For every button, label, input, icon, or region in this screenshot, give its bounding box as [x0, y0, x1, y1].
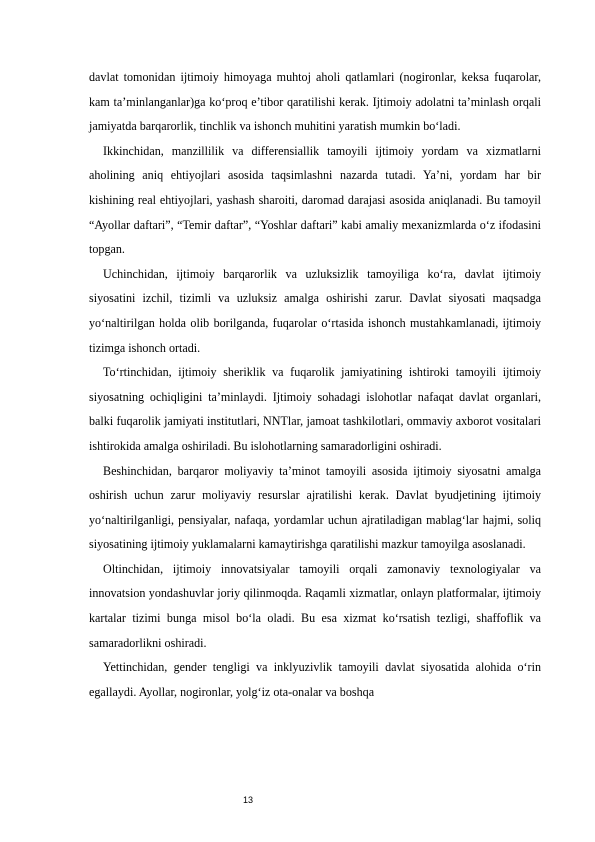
paragraph-fifth-principle: Beshinchidan, barqaror moliyaviy ta’minot tamoyili asosida ijtimoiy siyosatni amalga oshirish uchun zarur moliyaviy resurslar ajratilishi kerak. Davlat byudjetining ijtimoiy yo‘naltirilganligi, pensiyalar, nafaqa, yordamlar uchun ajratiladigan mablag‘lar hajmi, soliq siyosatining ijtimoiy yuklamalarni kamaytirishga qaratilishi mazkur tamoyilga asoslanadi.	[89, 463, 541, 552]
paragraph-second-principle: Ikkinchidan, manzillilik va differensiallik tamoyili ijtimoiy yordam va xizmatlarni aholining aniq ehtiyojlari asosida taqsimlashni nazarda tutadi. Ya’ni, yordam har bir kishining real ehtiyojlari, yashash sharoiti, daromad darajasi asosida aniqlanadi. Bu tamoyil “Ayollar daftari”, “Temir daftar”, “Yoshlar daftari” kabi amaliy mexanizmlarda o‘z ifodasini topgan.	[89, 143, 541, 257]
page-number: 13	[243, 795, 254, 805]
paragraph-fourth-principle: To‘rtinchidan, ijtimoiy sheriklik va fuqarolik jamiyatining ishtiroki tamoyili ijtimoiy siyosatning ochiqligini ta’minlaydi. Ijtimoiy sohadagi islohotlar nafaqat davlat organlari, balki fuqarolik jamiyati institutlari, NNTlar, jamoat tashkilotlari, ommaviy axborot vositalari ishtirokida amalga oshiriladi. Bu islohotlarning samaradorligini oshiradi.	[89, 365, 541, 453]
paragraph-continuation: davlat tomonidan ijtimoiy himoyaga muhtoj aholi qatlamlari (nogironlar, keksa fuqarolar, kam ta’minlanganlar)ga ko‘proq e’tibor qaratilishi kerak. Ijtimoiy adolatni ta’minlash orqali jamiyatda barqarorlik, tinchlik va ishonch muhitini yaratish mumkin bo‘ladi.	[89, 70, 541, 134]
paragraph-third-principle: Uchinchidan, ijtimoiy barqarorlik va uzluksizlik tamoyiliga ko‘ra, davlat ijtimoiy siyosatini izchil, tizimli va uzluksiz amalga oshirishi zarur. Davlat siyosati maqsadga yo‘naltirilgan holda olib borilganda, fuqarolar o‘rtasida ishonch mustahkamlanadi, ijtimoiy tizimga ishonch ortadi.	[89, 266, 541, 355]
paragraph-seventh-principle: Yettinchidan, gender tengligi va inklyuzivlik tamoyili davlat siyosatida alohida o‘rin egallaydi. Ayollar, nogironlar, yolg‘iz ota-onalar va boshqa	[89, 660, 541, 699]
document-body	[89, 65, 541, 704]
paragraph-sixth-principle: Oltinchidan, ijtimoiy innovatsiyalar tamoyili orqali zamonaviy texnologiyalar va innovatsion yondashuvlar joriy qilinmoqda. Raqamli xizmatlar, onlayn platformalar, ijtimoiy kartalar tizimi bunga misol bo‘la oladi. Bu esa xizmat ko‘rsatish tezligi, shaffoflik va samaradorlikni oshiradi.	[89, 561, 541, 650]
